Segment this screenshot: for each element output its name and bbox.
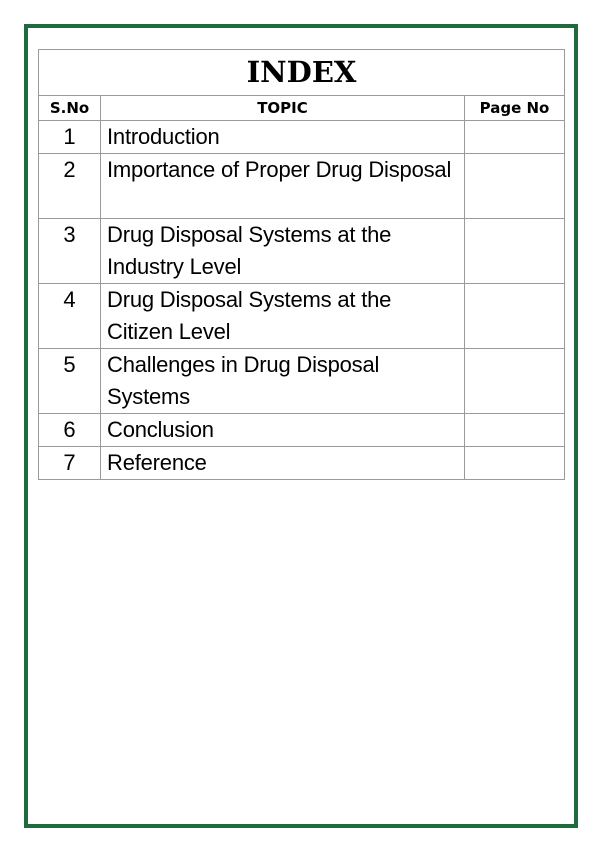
page-no-cell bbox=[465, 219, 565, 284]
topic-cell: Conclusion bbox=[101, 414, 465, 447]
table-row bbox=[39, 219, 565, 284]
table-row bbox=[39, 447, 565, 480]
sno-cell: 5 bbox=[39, 349, 101, 414]
table-row bbox=[39, 349, 565, 414]
table-row bbox=[39, 284, 565, 349]
table-row bbox=[39, 414, 565, 447]
topic-cell: Importance of Proper Drug Disposal bbox=[101, 154, 465, 219]
page-no-cell bbox=[465, 154, 565, 219]
topic-cell: Introduction bbox=[101, 121, 465, 154]
sno-cell: 4 bbox=[39, 284, 101, 349]
page-no-cell bbox=[465, 414, 565, 447]
page-no-header: Page No bbox=[465, 96, 565, 121]
title-row bbox=[39, 50, 565, 96]
header-row bbox=[39, 96, 565, 121]
topic-cell: Drug Disposal Systems at the Citizen Level bbox=[101, 284, 465, 349]
topic-cell: Drug Disposal Systems at the Industry Level bbox=[101, 219, 465, 284]
sno-cell: 2 bbox=[39, 154, 101, 219]
page-no-cell bbox=[465, 121, 565, 154]
sno-cell: 7 bbox=[39, 447, 101, 480]
topic-cell: Challenges in Drug Disposal Systems bbox=[101, 349, 465, 414]
index-table bbox=[38, 49, 565, 480]
topic-header: TOPIC bbox=[101, 96, 465, 121]
sno-cell: 6 bbox=[39, 414, 101, 447]
page-no-cell bbox=[465, 349, 565, 414]
page-no-cell bbox=[465, 284, 565, 349]
sno-header: S.No bbox=[39, 96, 101, 121]
sno-cell: 1 bbox=[39, 121, 101, 154]
page-no-cell bbox=[465, 447, 565, 480]
table-row bbox=[39, 121, 565, 154]
topic-cell: Reference bbox=[101, 447, 465, 480]
index-title: INDEX bbox=[39, 50, 565, 96]
sno-cell: 3 bbox=[39, 219, 101, 284]
table-row bbox=[39, 154, 565, 219]
